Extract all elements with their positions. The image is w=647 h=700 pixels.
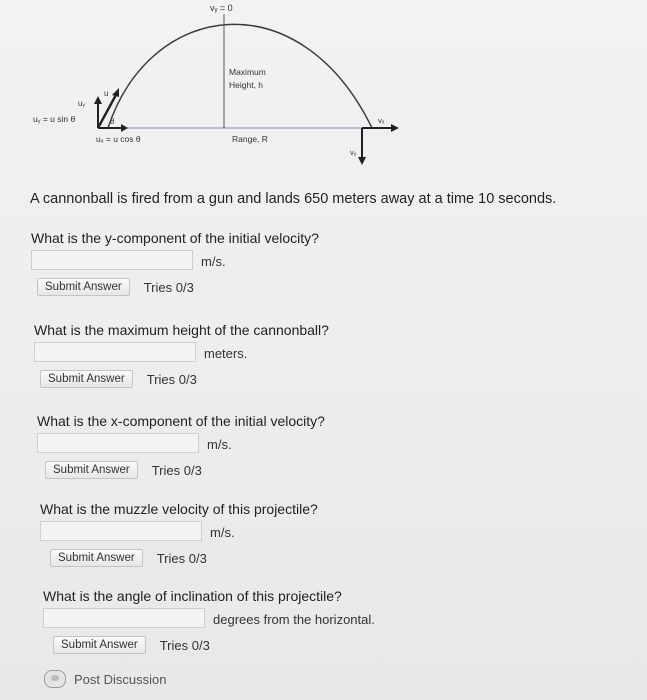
question-3-unit: m/s. bbox=[207, 436, 232, 452]
submit-answer-button-1[interactable]: Submit Answer bbox=[37, 278, 130, 296]
submit-answer-button-2[interactable]: Submit Answer bbox=[40, 370, 133, 388]
submit-answer-button-4[interactable]: Submit Answer bbox=[50, 549, 143, 567]
question-4-prompt: What is the muzzle velocity of this projectile? bbox=[40, 501, 318, 517]
question-2-unit: meters. bbox=[204, 345, 248, 361]
tries-counter-4: Tries 0/3 bbox=[156, 550, 207, 566]
question-4-unit: m/s. bbox=[210, 524, 235, 540]
theta-label: θ bbox=[110, 117, 115, 126]
ux-eq-label: uₓ = u cos θ bbox=[96, 134, 141, 144]
question-3-prompt: What is the x-component of the initial velocity? bbox=[37, 413, 325, 429]
question-4 bbox=[40, 501, 460, 567]
vx-arrowhead bbox=[391, 124, 399, 132]
question-1-prompt: What is the y-component of the initial velocity? bbox=[31, 230, 319, 246]
max-height-label-2: Height, h bbox=[229, 80, 264, 90]
question-1-unit: m/s. bbox=[201, 253, 226, 269]
y-velocity-input[interactable] bbox=[31, 250, 193, 270]
uy-eq-label: uᵧ = u sin θ bbox=[33, 114, 76, 124]
muzzle-velocity-input[interactable] bbox=[40, 521, 202, 541]
u-label: u bbox=[104, 89, 109, 98]
vx-label: vₓ bbox=[378, 116, 385, 125]
post-discussion-link[interactable] bbox=[44, 670, 166, 688]
angle-input[interactable] bbox=[43, 608, 205, 628]
max-height-label-1: Maximum bbox=[229, 67, 266, 77]
tries-counter-1: Tries 0/3 bbox=[143, 279, 194, 295]
post-discussion-label: Post Discussion bbox=[74, 671, 167, 687]
submit-answer-button-3[interactable]: Submit Answer bbox=[45, 461, 138, 479]
question-5-unit: degrees from the horizontal. bbox=[213, 611, 375, 627]
projectile-diagram bbox=[0, 0, 647, 180]
tries-counter-5: Tries 0/3 bbox=[159, 637, 210, 653]
question-5 bbox=[43, 588, 463, 654]
tries-counter-2: Tries 0/3 bbox=[146, 371, 197, 387]
ux-arrowhead bbox=[121, 124, 128, 132]
tries-counter-3: Tries 0/3 bbox=[151, 462, 202, 478]
speech-bubble-icon bbox=[44, 670, 66, 688]
max-height-input[interactable] bbox=[34, 342, 196, 362]
vy-arrowhead bbox=[358, 157, 366, 165]
u-arrowhead bbox=[112, 88, 119, 97]
top-label: vᵧ = 0 bbox=[210, 3, 233, 13]
vy-label: vᵧ bbox=[350, 148, 357, 157]
question-2-prompt: What is the maximum height of the cannonball? bbox=[34, 322, 329, 338]
question-2 bbox=[34, 322, 454, 388]
problem-statement: A cannonball is fired from a gun and lands 650 meters away at a time 10 seconds. bbox=[30, 191, 557, 207]
submit-answer-button-5[interactable]: Submit Answer bbox=[53, 636, 146, 654]
question-5-prompt: What is the angle of inclination of this projectile? bbox=[43, 588, 342, 604]
range-label: Range, R bbox=[232, 134, 268, 144]
uy-arrowhead bbox=[94, 96, 102, 104]
question-1 bbox=[31, 230, 451, 296]
uy-label: uᵧ bbox=[78, 99, 86, 108]
x-velocity-input[interactable] bbox=[37, 433, 199, 453]
question-3 bbox=[37, 413, 457, 479]
